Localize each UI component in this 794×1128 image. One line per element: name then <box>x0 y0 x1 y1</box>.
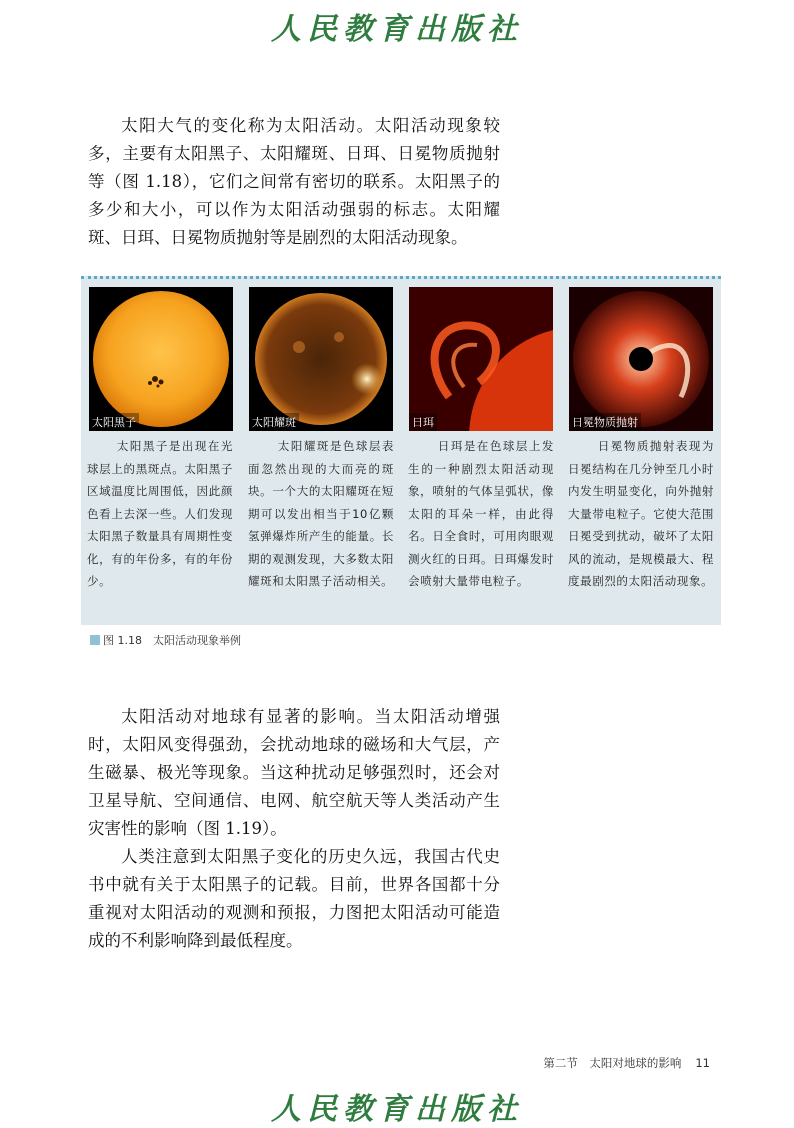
prominence-image <box>409 287 553 431</box>
cme-image <box>569 287 713 431</box>
caption-solar-flare: 太阳耀斑是色球层表面忽然出现的大而亮的斑块。一个大的太阳耀斑在短期可以发出相当于10亿颗氢弹爆炸所产生的能量。长期的观测发现，大多数太阳耀斑和太阳黑子活动相关。 <box>248 439 394 588</box>
photo-sunspots <box>89 287 233 431</box>
section-title: 第二节 太阳对地球的影响 <box>543 1056 682 1070</box>
figure-caption <box>90 632 241 648</box>
caption-prominence: 日珥是在色球层上发生的一种剧烈太阳活动现象，喷射的气体呈弧状，像太阳的耳朵一样，由此得名。日全食时，可用肉眼观测火红的日珥。日珥爆发时会喷射大量带电粒子。 <box>408 439 554 588</box>
photo-tag-prominence: 日珥 <box>409 413 437 431</box>
sunspots-image <box>89 287 233 431</box>
publisher-logo-bottom: 人民教育出版社 <box>271 1092 523 1127</box>
figure-caption-text: 图 1.18 太阳活动现象举例 <box>103 634 241 647</box>
photo-tag-cme: 日冕物质抛射 <box>569 413 641 431</box>
photo-tag-sunspots: 太阳黑子 <box>89 413 139 431</box>
photo-cme <box>569 287 713 431</box>
photo-prominence <box>409 287 553 431</box>
page-number: 11 <box>695 1056 710 1070</box>
paragraph-solar-activity-impact: 太阳活动对地球有显著的影响。当太阳活动增强时，太阳风变得强劲，会扰动地球的磁场和大气层，产生磁暴、极光等现象。当这种扰动足够强烈时，还会对卫星导航、空间通信、电网、航空航天等人类活动产生灾害性的影响（图 1.19）。 <box>88 707 500 838</box>
solar-flare-image <box>249 287 393 431</box>
paragraph-solar-activity-intro: 太阳大气的变化称为太阳活动。太阳活动现象较多，主要有太阳黑子、太阳耀斑、日珥、日冕物质抛射等（图 1.18），它们之间常有密切的联系。太阳黑子的多少和大小，可以作为太阳活动强弱的标志。太阳耀斑、日珥、日冕物质抛射等是剧烈的太阳活动现象。 <box>88 116 500 247</box>
caption-marker <box>90 635 100 645</box>
publisher-logo-top: 人民教育出版社 <box>271 12 523 47</box>
photo-solar-flare <box>249 287 393 431</box>
caption-sunspots: 太阳黑子是出现在光球层上的黑斑点。太阳黑子区域温度比周围低，因此颜色看上去深一些。人们发现太阳黑子数量具有周期性变化，有的年份多，有的年份少。 <box>87 439 233 588</box>
paragraph-sunspot-history: 人类注意到太阳黑子变化的历史久远，我国古代史书中就有关于太阳黑子的记载。目前，世界各国都十分重视对太阳活动的观测和预报，力图把太阳活动可能造成的不利影响降到最低程度。 <box>88 847 500 950</box>
figure-solar-activity <box>81 276 721 625</box>
photo-tag-solar-flare: 太阳耀斑 <box>249 413 299 431</box>
page-footer <box>543 1055 710 1071</box>
caption-cme: 日冕物质抛射表现为日冕结构在几分钟至几小时内发生明显变化，向外抛射大量带电粒子。它使大范围日冕受到扰动，破坏了太阳风的流动，是规模最大、程度最剧烈的太阳活动现象。 <box>568 439 714 588</box>
